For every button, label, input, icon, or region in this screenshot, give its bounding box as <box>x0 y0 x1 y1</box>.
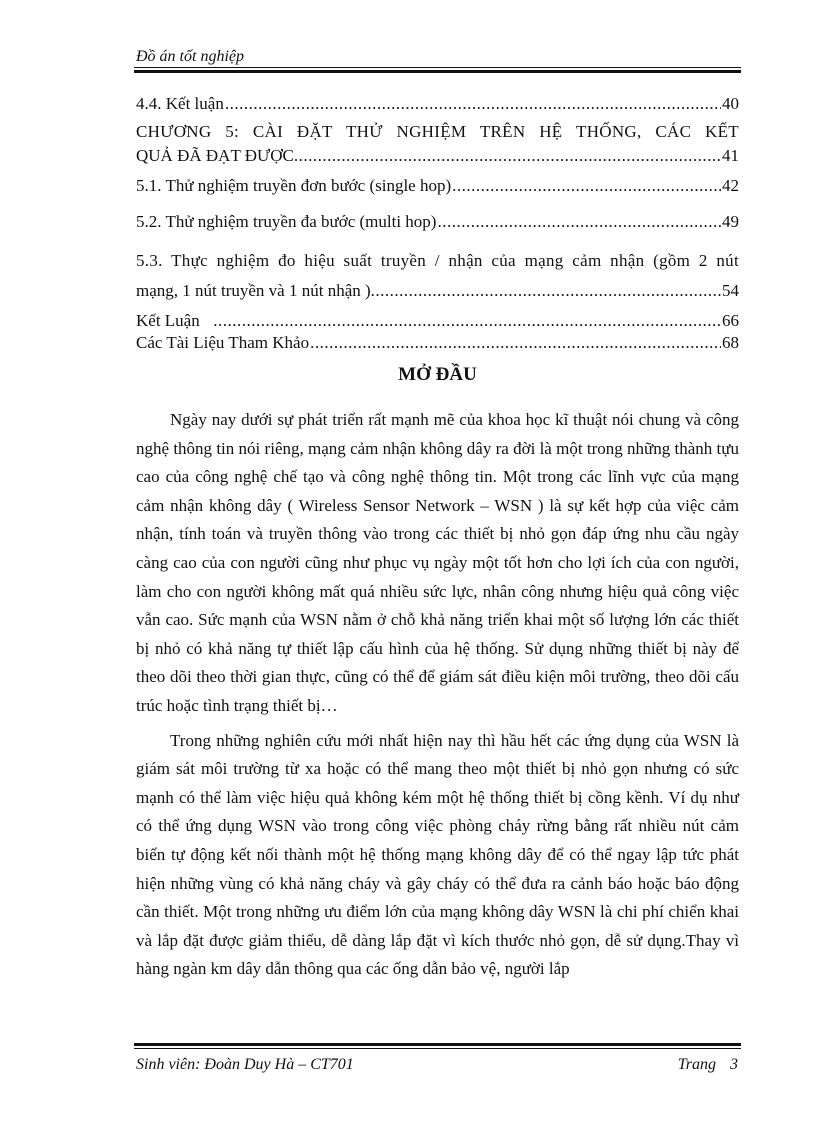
page-header-title: Đồ án tốt nghiệp <box>136 48 244 65</box>
toc-conclusion[interactable] <box>136 310 739 332</box>
toc-page: 49 <box>722 212 739 231</box>
body-paragraph-1: Ngày nay dưới sự phát triển rất mạnh mẽ của khoa học kĩ thuật nói chung và công nghệ thông tin nói riêng, mạng cảm nhận không dây ra đời là một trong những thành tựu cao của công nghệ chế tạo và công nghệ thông tin. Một trong các lĩnh vực của mạng cảm nhận không dây ( Wireless Sensor Network – WSN ) là sự kết hợp của việc cảm nhận, tính toán và truyền thông vào trong các thiết bị nhỏ gọn đáp ứng nhu cầu ngày càng cao của con người cũng như phục vụ ngày một tốt hơn cho lợi ích của con người, làm cho con người không mất quá nhiều sức lực, nhân công nhưng hiệu quả công việc vẫn cao. Sức mạnh của WSN nằm ở chỗ khả năng triển khai một số lượng lớn các thiết bị nhỏ có khả năng tự thiết lập cấu hình của hệ thống. Sử dụng những thiết bị này để theo dõi theo thời gian thực, cũng có thể để giám sát điều kiện môi trường, theo dõi cấu trúc hoặc tình trạng thiết bị… <box>136 410 739 715</box>
toc-leader <box>452 172 721 200</box>
toc-page: 54 <box>722 281 739 300</box>
toc-leader <box>225 90 721 118</box>
toc-page: 41 <box>722 146 739 165</box>
page-content <box>136 90 739 990</box>
toc-label: 4.4. Kết luận <box>136 94 224 113</box>
toc-leader <box>437 208 721 236</box>
toc-label-line1: CHƯƠNG 5: CÀI ĐẶT THỬ NGHIỆM TRÊN HỆ THỐNG, CÁC KẾT <box>136 122 739 141</box>
toc-leader <box>213 310 721 332</box>
toc-leader <box>371 276 722 306</box>
toc-label: 5.2. Thử nghiệm truyền đa bước (multi hop) <box>136 212 437 231</box>
toc-label-line2: mạng, 1 nút truyền và 1 nút nhận ) <box>136 281 371 300</box>
toc-label: Kết Luận <box>136 311 200 330</box>
toc-label: 5.1. Thử nghiệm truyền đơn bước (single hop) <box>136 176 452 195</box>
footer-rule-thick <box>134 1043 741 1046</box>
toc-label-line1: 5.3. Thực nghiệm đo hiệu suất truyền / nhận của mạng cảm nhận (gồm 2 nút <box>136 251 739 270</box>
toc-page: 68 <box>722 333 739 352</box>
toc-page: 66 <box>722 311 739 330</box>
toc-leader <box>310 332 721 354</box>
header-rule-thin <box>134 67 741 68</box>
toc-page: 42 <box>722 176 739 195</box>
toc-item-5-1[interactable] <box>136 172 739 200</box>
toc-references[interactable] <box>136 332 739 354</box>
footer-rule-thin <box>134 1048 741 1049</box>
footer-student: Sinh viên: Đoàn Duy Hà – CT701 <box>136 1056 354 1073</box>
toc-label: Các Tài Liệu Tham Khảo <box>136 333 310 352</box>
toc-label-line2: QUẢ ĐÃ ĐẠT ĐƯỢC <box>136 146 294 165</box>
header-rule-thick <box>134 70 741 73</box>
toc-item-4-4[interactable] <box>136 90 739 118</box>
toc-chapter-5[interactable] <box>136 120 739 168</box>
toc-item-5-2[interactable] <box>136 208 739 236</box>
toc-item-5-3[interactable] <box>136 246 739 306</box>
toc-leader <box>294 144 722 168</box>
footer-page-number: Trang 3 <box>677 1056 738 1073</box>
body-paragraph-2: Trong những nghiên cứu mới nhất hiện nay thì hầu hết các ứng dụng của WSN là giám sát môi trường từ xa hoặc có thể mang theo một thiết bị nhỏ gọn nhưng có sức mạnh có thể làm việc hiệu quả không kém một hệ thống thiết bị cồng kềnh. Ví dụ như có thể ứng dụng WSN vào trong công việc phòng cháy rừng bằng rất nhiều nút cảm biến tự động kết nối thành một hệ thống mạng không dây để có thể ngay lập tức phát hiện những vùng có khả năng cháy và gây cháy có thể đưa ra cảnh báo hoặc báo động cần thiết. Một trong những ưu điểm lớn của mạng không dây WSN là chi phí chiển khai và lắp đặt được giảm thiểu, dễ dàng lắp đặt vì kích thước nhỏ gọn, dễ sử dụng.Thay vì hàng ngàn km dây dẫn thông qua các ống dẫn bảo vệ, người lắp <box>136 730 739 979</box>
section-heading: MỞ ĐẦU <box>398 364 477 385</box>
toc-page: 40 <box>722 94 739 113</box>
